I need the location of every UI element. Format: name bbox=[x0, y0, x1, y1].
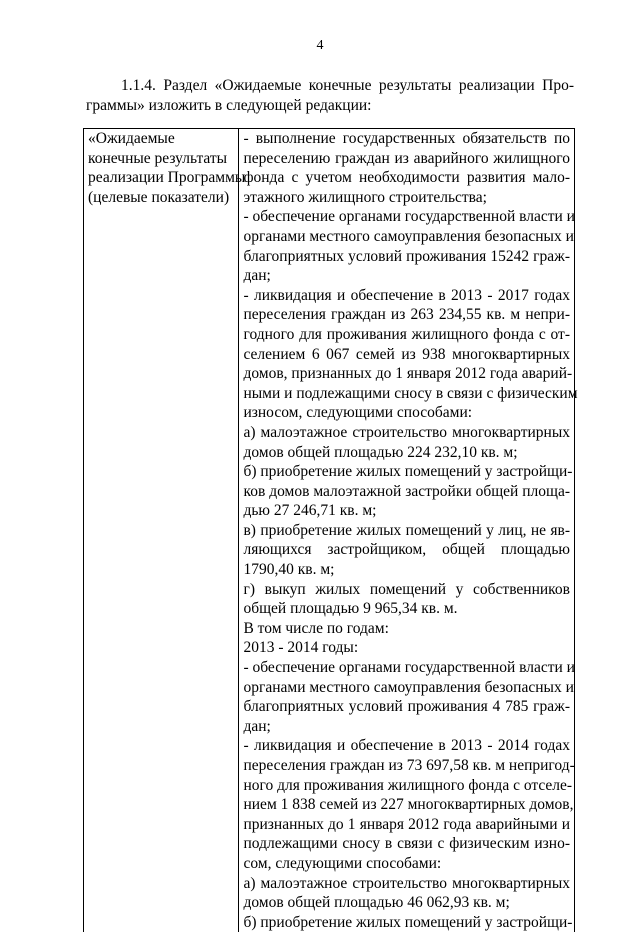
content-line: признанных до 1 января 2012 года аварийными и bbox=[243, 815, 570, 835]
content-line: 2013 - 2014 годы: bbox=[243, 638, 570, 658]
content-line: г) выкуп жилых помещений у собственников bbox=[243, 580, 570, 600]
content-line: а) малоэтажное строительство многоквартирных bbox=[243, 423, 570, 443]
content-line: ляющихся застройщиком, общей площадью bbox=[243, 540, 570, 560]
content-line: ными и подлежащими сносу в связи с физическим bbox=[243, 384, 570, 404]
content-line: общей площадью 9 965,34 кв. м. bbox=[243, 599, 570, 619]
content-line: переселению граждан из аварийного жилищного bbox=[243, 149, 570, 169]
content-line: домов общей площадью 46 062,93 кв. м; bbox=[243, 893, 570, 913]
content-line: сом, следующими способами: bbox=[243, 854, 570, 874]
content-line: благоприятных условий проживания 4 785 граж- bbox=[243, 697, 570, 717]
content-line: годного для проживания жилищного фонда с от- bbox=[243, 325, 570, 345]
content-line: В том числе по годам: bbox=[243, 619, 570, 639]
content-cell bbox=[239, 129, 575, 932]
content-line: дан; bbox=[243, 266, 570, 286]
content-line: б) приобретение жилых помещений у застройщи- bbox=[243, 913, 570, 932]
intro-line: граммы» изложить в следующей редакции: bbox=[86, 96, 574, 116]
content-line: домов, признанных до 1 января 2012 года аварий- bbox=[243, 364, 570, 384]
content-line: этажного жилищного строительства; bbox=[243, 188, 570, 208]
intro-paragraph bbox=[86, 76, 574, 115]
content-line: ного для проживания жилищного фонда с отселе- bbox=[243, 776, 570, 796]
content-line: износом, следующими способами: bbox=[243, 403, 570, 423]
label-line: конечные результаты bbox=[88, 149, 234, 169]
content-line: в) приобретение жилых помещений у лиц, не яв- bbox=[243, 521, 570, 541]
label-line: (целевые показатели) bbox=[88, 188, 234, 208]
content-line: ков домов малоэтажной застройки общей площа- bbox=[243, 482, 570, 502]
content-line: дан; bbox=[243, 717, 570, 737]
content-line: - ликвидация и обеспечение в 2013 - 2017 годах bbox=[243, 286, 570, 306]
content-line: нием 1 838 семей из 227 многоквартирных домов, bbox=[243, 795, 570, 815]
content-line: селением 6 067 семей из 938 многоквартирных bbox=[243, 345, 570, 365]
content-line: 1790,40 кв. м; bbox=[243, 560, 570, 580]
content-line: дью 27 246,71 кв. м; bbox=[243, 501, 570, 521]
content-line: домов общей площадью 224 232,10 кв. м; bbox=[243, 443, 570, 463]
content-line: органами местного самоуправления безопасных и bbox=[243, 227, 570, 247]
content-line: - обеспечение органами государственной власти и bbox=[243, 207, 570, 227]
content-line: благоприятных условий проживания 15242 граж- bbox=[243, 247, 570, 267]
content-line: переселения граждан из 73 697,58 кв. м непригод- bbox=[243, 756, 570, 776]
content-line: а) малоэтажное строительство многоквартирных bbox=[243, 874, 570, 894]
content-line: - обеспечение органами государственной власти и bbox=[243, 658, 570, 678]
label-text bbox=[88, 129, 234, 207]
page-number: 4 bbox=[0, 38, 640, 54]
intro-line: 1.1.4. Раздел «Ожидаемые конечные результаты реализации Про- bbox=[86, 76, 574, 96]
label-line: реализации Программы bbox=[88, 168, 234, 188]
content-line: органами местного самоуправления безопасных и bbox=[243, 678, 570, 698]
label-cell bbox=[84, 129, 239, 932]
content-text bbox=[243, 129, 570, 932]
content-line: б) приобретение жилых помещений у застройщи- bbox=[243, 462, 570, 482]
content-line: - ликвидация и обеспечение в 2013 - 2014 годах bbox=[243, 736, 570, 756]
content-line: - выполнение государственных обязательств по bbox=[243, 129, 570, 149]
content-line: фонда с учетом необходимости развития мало- bbox=[243, 168, 570, 188]
results-table bbox=[83, 128, 575, 932]
label-line: «Ожидаемые bbox=[88, 129, 234, 149]
content-line: подлежащими сносу в связи с физическим изно- bbox=[243, 834, 570, 854]
content-line: переселения граждан из 263 234,55 кв. м непри- bbox=[243, 305, 570, 325]
table-row bbox=[84, 129, 575, 932]
